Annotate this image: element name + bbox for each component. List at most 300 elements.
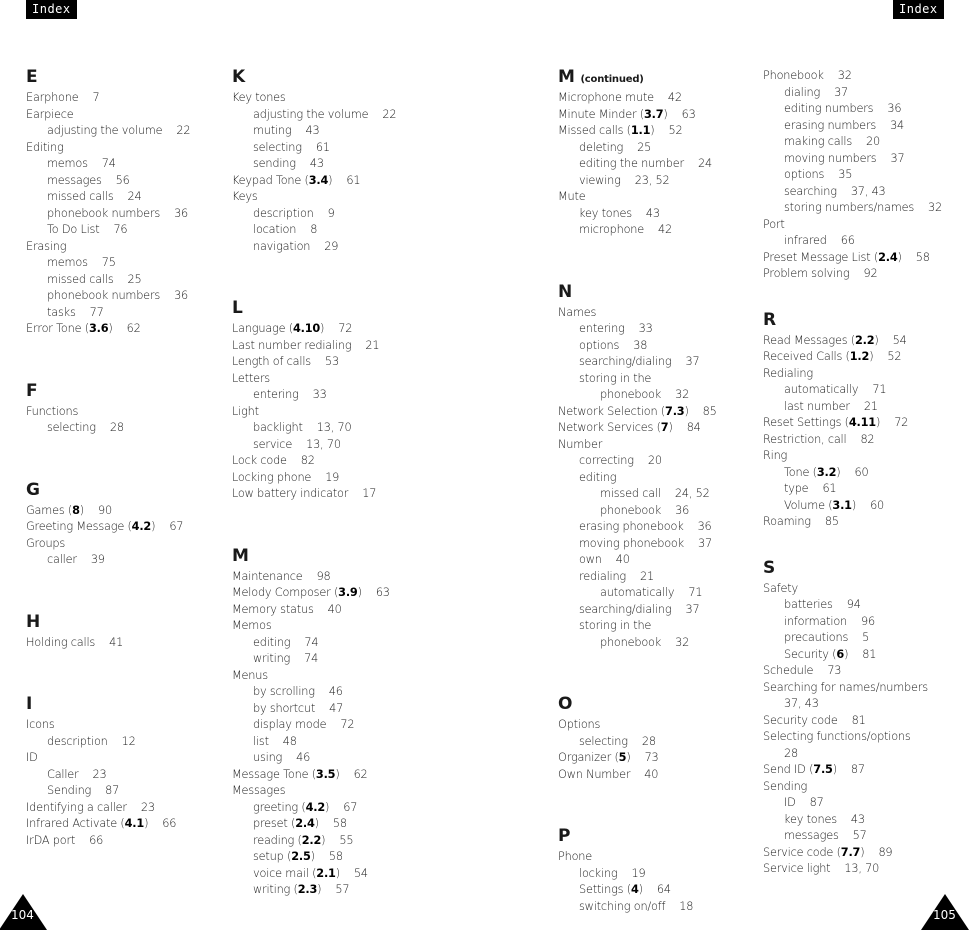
index-entry bbox=[763, 233, 963, 250]
section-letter bbox=[763, 557, 963, 579]
index-entry bbox=[232, 371, 532, 388]
index-entry bbox=[26, 123, 221, 140]
index-section bbox=[763, 557, 963, 878]
index-entry bbox=[763, 382, 963, 399]
entry-page-ref: 37 bbox=[685, 355, 700, 368]
index-entry bbox=[763, 845, 963, 862]
entry-term: Phone bbox=[558, 850, 592, 863]
index-entry bbox=[763, 729, 963, 746]
index-entry bbox=[558, 503, 758, 520]
entry-term: Melody Composer (3.9) bbox=[232, 586, 362, 599]
index-entry bbox=[26, 536, 221, 553]
entry-term: automatically bbox=[600, 586, 675, 599]
entry-term: Letters bbox=[232, 371, 270, 385]
index-entry bbox=[26, 503, 221, 520]
entry-term: Sending bbox=[47, 784, 92, 797]
entry-term: Length of calls bbox=[232, 355, 311, 368]
entry-page-ref: 82 bbox=[860, 432, 875, 446]
entry-page-ref: 58 bbox=[332, 817, 347, 830]
entry-term: Problem solving bbox=[763, 267, 850, 280]
entry-page-ref: 22 bbox=[382, 107, 397, 121]
entry-term: Microphone mute bbox=[558, 91, 654, 104]
entry-page-ref: 20 bbox=[647, 454, 662, 467]
index-entry bbox=[232, 404, 532, 421]
entry-term: key tones bbox=[784, 812, 837, 826]
entry-term: description bbox=[253, 206, 314, 220]
entry-page-ref: 18 bbox=[679, 899, 694, 913]
entry-term: Groups bbox=[26, 536, 66, 550]
index-entry bbox=[763, 184, 963, 201]
section-letter-text: G bbox=[26, 479, 40, 500]
index-entry bbox=[763, 663, 963, 680]
entry-term: Organizer (5) bbox=[558, 751, 631, 764]
entry-page-ref: 23 bbox=[92, 767, 107, 781]
index-entry bbox=[763, 498, 963, 515]
entry-term: using bbox=[253, 751, 283, 764]
index-entry bbox=[26, 833, 221, 850]
entry-term: messages bbox=[784, 829, 839, 842]
entry-page-ref: 37, 43 bbox=[850, 184, 886, 198]
index-entry bbox=[26, 321, 221, 338]
entry-page-ref: 37 bbox=[685, 602, 700, 616]
entry-page-ref: 66 bbox=[162, 817, 177, 830]
entry-page-ref: 72 bbox=[894, 416, 909, 429]
entry-term: Send ID (7.5) bbox=[763, 763, 837, 776]
entry-term: information bbox=[784, 614, 847, 628]
section-letter bbox=[26, 380, 221, 402]
entry-page-ref: 82 bbox=[300, 454, 315, 467]
entry-term: Service code (7.7) bbox=[763, 845, 865, 859]
entry-page-ref: 37 bbox=[890, 151, 905, 165]
entry-term: Sending bbox=[763, 779, 808, 793]
index-entry bbox=[232, 618, 532, 635]
entry-term: entering bbox=[579, 322, 625, 335]
index-entry bbox=[763, 266, 963, 283]
index-entry bbox=[26, 635, 221, 652]
index-entry bbox=[26, 90, 221, 107]
entry-page-ref: 21 bbox=[863, 399, 878, 413]
entry-term: Locking phone bbox=[232, 470, 312, 484]
index-entry bbox=[26, 173, 221, 190]
index-entry bbox=[763, 167, 963, 184]
index-entry bbox=[558, 635, 758, 652]
entry-page-ref: 71 bbox=[872, 383, 887, 396]
index-entry bbox=[232, 156, 532, 173]
index-entry bbox=[558, 552, 758, 569]
entry-page-ref: 23 bbox=[140, 800, 155, 814]
section-letter bbox=[232, 545, 532, 567]
entry-term: viewing bbox=[579, 173, 621, 187]
index-entry bbox=[232, 123, 532, 140]
entry-term: To Do List bbox=[47, 223, 100, 236]
entry-term: phonebook bbox=[600, 635, 662, 649]
entry-term: Minute Minder (3.7) bbox=[558, 107, 668, 121]
entry-term: setup (2.5) bbox=[253, 850, 315, 863]
entry-term: Service light bbox=[763, 862, 831, 875]
index-entry bbox=[26, 156, 221, 173]
entry-term: redialing bbox=[579, 569, 626, 583]
entry-term: storing in the bbox=[579, 619, 652, 632]
index-entry bbox=[558, 189, 758, 206]
entry-page-ref: 36 bbox=[697, 520, 712, 533]
entry-term: storing in the bbox=[579, 371, 652, 385]
entry-page-ref: 41 bbox=[109, 635, 124, 649]
index-entry bbox=[558, 519, 758, 536]
index-section bbox=[26, 380, 221, 437]
entry-term: IrDA port bbox=[26, 833, 76, 847]
index-entry bbox=[232, 602, 532, 619]
entry-term: Games (8) bbox=[26, 503, 85, 517]
index-entry bbox=[763, 366, 963, 383]
entry-page-ref: 54 bbox=[353, 866, 368, 880]
entry-term: Roaming bbox=[763, 515, 811, 528]
entry-page-ref: 72 bbox=[340, 718, 355, 731]
index-section bbox=[26, 611, 221, 652]
index-entry bbox=[763, 250, 963, 267]
index-entry bbox=[763, 762, 963, 779]
index-section bbox=[558, 825, 758, 915]
entry-page-ref: 28 bbox=[109, 421, 124, 434]
entry-term: greeting (4.2) bbox=[253, 800, 330, 814]
entry-page-ref: 5 bbox=[862, 631, 870, 644]
index-entry bbox=[763, 415, 963, 432]
entry-page-ref: 34 bbox=[890, 118, 905, 132]
entry-page-ref: 19 bbox=[631, 866, 646, 880]
entry-page-ref: 24 bbox=[127, 190, 142, 203]
index-entry bbox=[26, 783, 221, 800]
page-number-left: 104 bbox=[11, 908, 34, 922]
index-entry bbox=[26, 519, 221, 536]
entry-term: options bbox=[579, 338, 620, 352]
entry-page-ref: 55 bbox=[339, 833, 354, 847]
entry-term: muting bbox=[253, 124, 292, 137]
index-entry bbox=[558, 717, 758, 734]
index-entry bbox=[763, 134, 963, 151]
entry-term: dialing bbox=[784, 85, 821, 99]
entry-page-ref: 81 bbox=[862, 647, 877, 661]
index-entry bbox=[26, 140, 221, 157]
section-letter-text: F bbox=[26, 380, 38, 401]
entry-page-ref: 35 bbox=[838, 168, 853, 181]
entry-term: correcting bbox=[579, 454, 634, 467]
entry-page-ref: 84 bbox=[686, 421, 701, 434]
index-entry bbox=[558, 338, 758, 355]
section-letter bbox=[558, 693, 758, 715]
entry-term: Message Tone (3.5) bbox=[232, 767, 340, 781]
index-entry bbox=[232, 453, 532, 470]
entry-term: service bbox=[253, 437, 293, 451]
index-entry bbox=[558, 420, 758, 437]
section-letter-text: L bbox=[232, 298, 243, 318]
index-section bbox=[763, 309, 963, 531]
entry-term: Network Services (7) bbox=[558, 421, 673, 434]
entry-term: phonebook bbox=[600, 503, 662, 517]
index-entry bbox=[763, 597, 963, 614]
entry-term: Light bbox=[232, 404, 259, 418]
index-entry bbox=[232, 750, 532, 767]
entry-term: searching bbox=[784, 184, 837, 198]
entry-term: writing (2.3) bbox=[253, 883, 322, 896]
entry-term: preset (2.4) bbox=[253, 817, 319, 830]
entry-page-ref: 25 bbox=[637, 140, 652, 154]
entry-page-ref: 53 bbox=[324, 355, 339, 368]
section-letter-text: H bbox=[26, 611, 41, 632]
entry-page-ref: 58 bbox=[328, 850, 343, 863]
entry-page-ref: 89 bbox=[878, 845, 893, 859]
entry-term: Safety bbox=[763, 581, 798, 595]
index-entry bbox=[763, 200, 963, 217]
entry-term: key tones bbox=[579, 206, 632, 220]
entry-page-ref: 19 bbox=[325, 470, 340, 484]
entry-page-ref: 33 bbox=[312, 388, 327, 401]
entry-term: Security (6) bbox=[784, 647, 849, 661]
entry-term: Keypad Tone (3.4) bbox=[232, 173, 333, 187]
entry-term: Mute bbox=[558, 190, 586, 203]
index-tab-right: Index bbox=[893, 0, 944, 19]
entry-term: Messages bbox=[232, 784, 286, 797]
index-entry bbox=[26, 717, 221, 734]
entry-term: Icons bbox=[26, 718, 55, 731]
entry-term: own bbox=[579, 553, 602, 566]
entry-page-ref: 98 bbox=[316, 569, 331, 583]
entry-page-ref: 13, 70 bbox=[844, 862, 880, 875]
entry-page-ref: 87 bbox=[105, 784, 120, 797]
index-section bbox=[26, 479, 221, 569]
entry-term: selecting bbox=[47, 421, 96, 434]
entry-term: Keys bbox=[232, 190, 258, 203]
entry-term: by shortcut bbox=[253, 701, 316, 715]
index-entry bbox=[232, 206, 532, 223]
entry-page-ref: 46 bbox=[328, 685, 343, 698]
entry-page-ref: 57 bbox=[335, 883, 350, 896]
index-entry bbox=[232, 767, 532, 784]
entry-term: missed calls bbox=[47, 272, 114, 286]
section-letter-text: K bbox=[232, 67, 245, 87]
index-entry bbox=[763, 349, 963, 366]
entry-page-ref: 96 bbox=[861, 614, 875, 628]
entry-page-ref: 42 bbox=[658, 223, 672, 236]
entry-term: phonebook numbers bbox=[47, 206, 161, 220]
entry-term: entering bbox=[253, 388, 299, 401]
entry-page-ref: 12 bbox=[121, 734, 136, 748]
entry-page-ref: 66 bbox=[840, 234, 855, 247]
index-entry bbox=[763, 812, 963, 829]
index-entry bbox=[232, 437, 532, 454]
index-entry bbox=[232, 90, 532, 107]
index-entry bbox=[558, 602, 758, 619]
entry-page-ref: 63 bbox=[375, 586, 390, 599]
entry-page-ref: 42 bbox=[667, 91, 682, 104]
index-entry bbox=[232, 321, 532, 338]
entry-term: locking bbox=[579, 866, 618, 880]
entry-term: Key tones bbox=[232, 91, 286, 104]
entry-page-ref: 24 bbox=[697, 157, 712, 170]
entry-page-ref: 73 bbox=[827, 664, 842, 677]
index-section bbox=[232, 297, 532, 503]
entry-term: storing numbers/names bbox=[784, 201, 915, 214]
index-entry bbox=[232, 470, 532, 487]
entry-term: Editing bbox=[26, 140, 64, 154]
index-entry bbox=[763, 581, 963, 598]
index-entry bbox=[26, 206, 221, 223]
entry-term: automatically bbox=[784, 383, 859, 396]
index-entry bbox=[558, 767, 758, 784]
index-entry bbox=[763, 432, 963, 449]
index-entry bbox=[763, 151, 963, 168]
index-entry bbox=[232, 684, 532, 701]
entry-page-ref: 72 bbox=[338, 322, 353, 335]
entry-term: Selecting functions/options bbox=[763, 730, 911, 743]
entry-page-ref: 66 bbox=[89, 833, 104, 847]
entry-term: memos bbox=[47, 256, 88, 269]
index-entry bbox=[763, 514, 963, 531]
index-section bbox=[763, 68, 963, 283]
index-entry bbox=[232, 668, 532, 685]
index-entry bbox=[763, 118, 963, 135]
entry-term: making calls bbox=[784, 135, 853, 148]
entry-page-ref: 48 bbox=[282, 734, 297, 748]
entry-page-ref: 29 bbox=[324, 239, 339, 253]
index-entry bbox=[763, 217, 963, 234]
entry-page-ref: 47 bbox=[329, 701, 344, 715]
entry-term: navigation bbox=[253, 239, 311, 253]
entry-term: display mode bbox=[253, 718, 327, 731]
index-section bbox=[26, 66, 221, 338]
entry-page-ref: 39 bbox=[90, 553, 105, 566]
entry-page-ref: 60 bbox=[854, 465, 869, 479]
index-entry bbox=[26, 800, 221, 817]
entry-page-ref: 67 bbox=[169, 520, 184, 533]
entry-term: backlight bbox=[253, 421, 303, 434]
index-entry bbox=[763, 85, 963, 102]
section-letter bbox=[26, 479, 221, 501]
entry-term: Greeting Message (4.2) bbox=[26, 520, 156, 533]
entry-term: Reset Settings (4.11) bbox=[763, 416, 881, 429]
entry-term: messages bbox=[47, 173, 102, 187]
entry-term: Searching for names/numbers bbox=[763, 680, 928, 694]
index-entry bbox=[763, 828, 963, 845]
entry-page-ref: 74 bbox=[304, 635, 319, 649]
index-entry bbox=[26, 552, 221, 569]
entry-page-ref: 40 bbox=[615, 553, 630, 566]
entry-term: phonebook bbox=[600, 388, 662, 401]
entry-page-ref: 43 bbox=[850, 812, 865, 826]
entry-term: editing the number bbox=[579, 157, 684, 170]
entry-page-ref: 87 bbox=[809, 796, 824, 809]
entry-term: Missed calls (1.1) bbox=[558, 124, 655, 137]
entry-term: options bbox=[784, 168, 825, 181]
index-entry bbox=[232, 635, 532, 652]
index-entry bbox=[26, 420, 221, 437]
entry-page-ref: 36 bbox=[174, 206, 189, 220]
entry-page-ref: 28 bbox=[641, 734, 656, 748]
entry-term: adjusting the volume bbox=[47, 124, 163, 137]
index-entry bbox=[763, 614, 963, 631]
index-entry bbox=[232, 189, 532, 206]
index-column-4 bbox=[763, 66, 963, 878]
entry-term: deleting bbox=[579, 140, 624, 154]
entry-page-ref: 32 bbox=[675, 635, 690, 649]
entry-page-ref: 40 bbox=[644, 767, 659, 781]
entry-term: Ring bbox=[763, 449, 788, 462]
index-entry bbox=[763, 861, 963, 878]
index-entry bbox=[558, 387, 758, 404]
index-section bbox=[558, 66, 758, 239]
section-letter bbox=[232, 66, 532, 88]
entry-page-ref: 58 bbox=[915, 250, 930, 264]
index-entry bbox=[232, 701, 532, 718]
index-entry bbox=[232, 222, 532, 239]
entry-term: location bbox=[253, 223, 297, 236]
index-entry bbox=[26, 288, 221, 305]
entry-page-ref: 28 bbox=[784, 746, 798, 760]
entry-page-ref: 67 bbox=[343, 800, 358, 814]
index-entry bbox=[558, 321, 758, 338]
index-entry bbox=[232, 420, 532, 437]
entry-term: writing bbox=[253, 652, 291, 665]
entry-page-ref: 38 bbox=[633, 338, 648, 352]
index-entry bbox=[232, 717, 532, 734]
index-entry bbox=[26, 222, 221, 239]
entry-page-ref: 71 bbox=[688, 586, 703, 599]
entry-page-ref: 20 bbox=[866, 135, 881, 148]
index-entry bbox=[232, 585, 532, 602]
index-entry bbox=[232, 849, 532, 866]
index-entry bbox=[232, 651, 532, 668]
entry-page-ref: 57 bbox=[852, 829, 867, 842]
entry-page-ref: 46 bbox=[296, 751, 311, 764]
section-letter-text: O bbox=[558, 694, 573, 714]
entry-page-ref: 21 bbox=[640, 569, 654, 583]
entry-page-ref: 52 bbox=[887, 350, 902, 363]
entry-term: infrared bbox=[784, 234, 827, 247]
index-entry bbox=[558, 107, 758, 124]
entry-page-ref: 17 bbox=[362, 487, 377, 500]
entry-term: Read Messages (2.2) bbox=[763, 333, 879, 347]
entry-term: Last number redialing bbox=[232, 338, 352, 352]
entry-page-ref: 25 bbox=[127, 272, 142, 286]
section-letter-text: M bbox=[232, 545, 249, 566]
index-section bbox=[232, 545, 532, 899]
entry-page-ref: 62 bbox=[353, 767, 368, 781]
entry-term: microphone bbox=[579, 223, 645, 236]
entry-term: Memos bbox=[232, 619, 272, 632]
index-entry bbox=[763, 795, 963, 812]
entry-page-ref: 74 bbox=[101, 157, 116, 170]
entry-page-ref: 74 bbox=[304, 652, 319, 665]
entry-term: voice mail (2.1) bbox=[253, 866, 340, 880]
section-letter bbox=[558, 281, 758, 303]
entry-page-ref: 54 bbox=[892, 333, 907, 347]
index-entry bbox=[232, 387, 532, 404]
section-letter bbox=[26, 66, 221, 88]
index-entry bbox=[26, 767, 221, 784]
index-entry bbox=[232, 486, 532, 503]
index-section bbox=[558, 281, 758, 652]
entry-page-ref: 61 bbox=[822, 482, 837, 495]
section-letter-text: I bbox=[26, 694, 33, 714]
entry-term: Preset Message List (2.4) bbox=[763, 250, 902, 264]
section-letter bbox=[232, 297, 532, 319]
entry-term: Infrared Activate (4.1) bbox=[26, 817, 149, 830]
entry-page-ref: 13, 70 bbox=[316, 421, 352, 434]
index-entry bbox=[558, 734, 758, 751]
index-entry bbox=[763, 399, 963, 416]
index-column-2 bbox=[232, 66, 532, 899]
index-entry bbox=[763, 68, 963, 85]
entry-page-ref: 60 bbox=[870, 498, 885, 512]
index-section bbox=[232, 66, 532, 255]
